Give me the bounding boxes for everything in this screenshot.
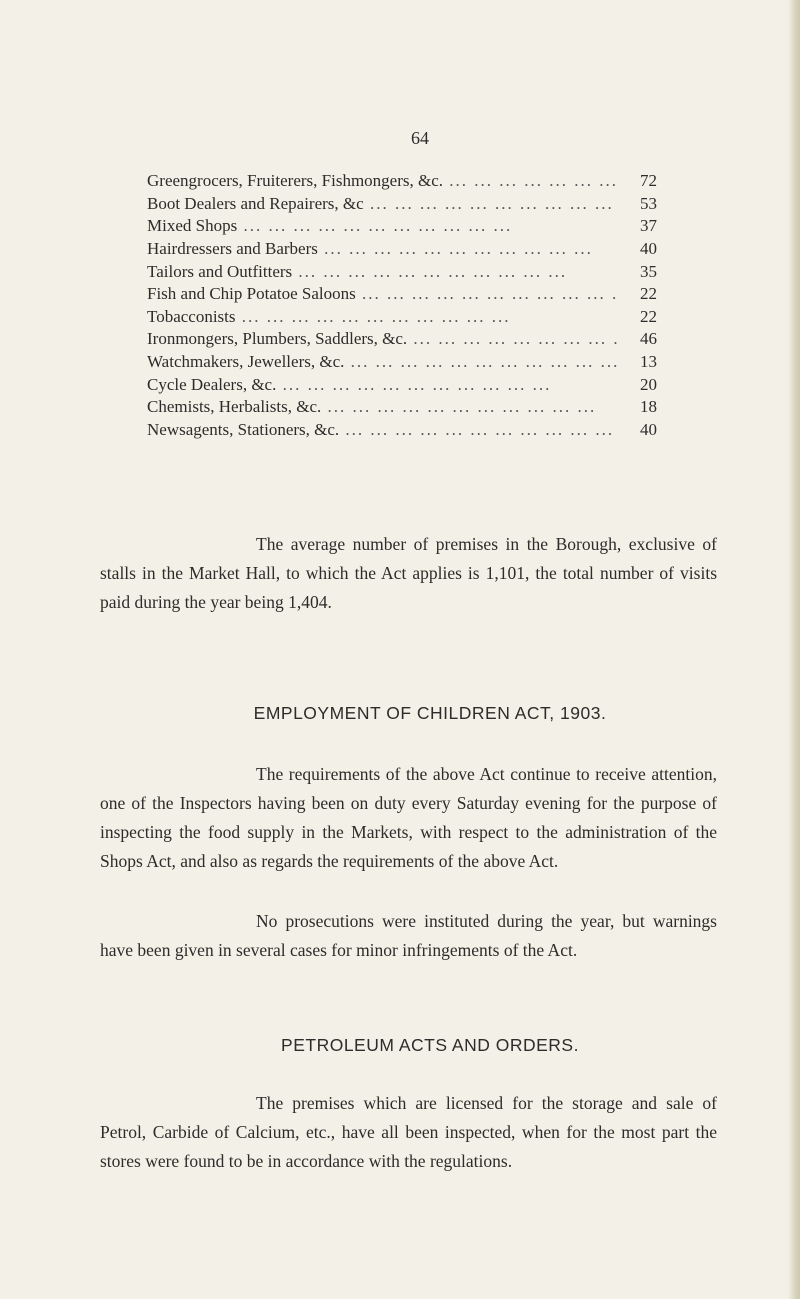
row-value: 72 [640, 171, 657, 191]
row-value: 20 [640, 374, 657, 394]
paragraph-prosecutions: No prosecutions were instituted during the year, but warnings have been given in several cases for minor infringements of the Act. [100, 911, 717, 960]
row-label: Fish and Chip Potatoe Saloons ... . [147, 284, 617, 304]
table-row [147, 170, 657, 193]
row-label: Chemists, Herbalists, &c. ... . [147, 397, 617, 417]
row-value: 40 [640, 419, 657, 439]
row-label: Mixed Shops ... . [147, 216, 617, 236]
table-row [147, 396, 657, 419]
row-value: 40 [640, 239, 657, 259]
row-label: Greengrocers, Fruiterers, Fishmongers, &c. ... . [147, 171, 617, 191]
premises-table [147, 170, 657, 441]
table-row [147, 306, 657, 329]
table-row [147, 283, 657, 306]
row-value: 37 [640, 216, 657, 236]
page-edge [788, 0, 800, 1299]
table-row [147, 328, 657, 351]
paragraph-premises-summary: The average number of premises in the Borough, exclusive of stalls in the Market Hall, to which the Act applies is 1,101, the total number of visits paid during the year being 1,404. [100, 534, 717, 612]
table-row [147, 215, 657, 238]
row-value: 22 [640, 284, 657, 304]
row-value: 13 [640, 352, 657, 372]
table-row [147, 238, 657, 261]
page-number: 64 [411, 128, 429, 148]
table-row [147, 260, 657, 283]
row-label: Watchmakers, Jewellers, &c. ... . [147, 352, 617, 372]
row-label: Cycle Dealers, &c. ... . [147, 375, 617, 395]
heading-petroleum-acts: PETROLEUM ACTS AND ORDERS. [281, 1035, 579, 1055]
row-value: 46 [640, 329, 657, 349]
paragraph-requirements: The requirements of the above Act continue to receive attention, one of the Inspectors having been on duty every Saturday evening for the purpose of inspecting the food supply in the Markets, with respect to the administration of the Shops Act, and also as regards the requirements of the above Act. [100, 764, 717, 871]
row-label: Boot Dealers and Repairers, &c ... . [147, 194, 617, 214]
row-label: Tobacconists ... . [147, 307, 617, 327]
paragraph-petroleum-premises: The premises which are licensed for the storage and sale of Petrol, Carbide of Calcium, etc., have all been inspected, when for the most part the stores were found to be in accordance with the regulations. [100, 1093, 717, 1171]
row-label: Tailors and Outfitters ... . [147, 262, 617, 282]
table-row [147, 351, 657, 374]
row-value: 18 [640, 397, 657, 417]
row-value: 35 [640, 261, 657, 281]
heading-employment-children-act: EMPLOYMENT OF CHILDREN ACT, 1903. [253, 703, 607, 723]
row-label: Newsagents, Stationers, &c. ... . [147, 420, 617, 440]
row-value: 53 [640, 193, 657, 213]
table-row [147, 193, 657, 216]
row-label: Hairdressers and Barbers ... . [147, 239, 617, 259]
row-value: 22 [640, 306, 657, 326]
row-label: Ironmongers, Plumbers, Saddlers, &c. ... . [147, 329, 617, 349]
table-row [147, 373, 657, 396]
table-row [147, 419, 657, 442]
